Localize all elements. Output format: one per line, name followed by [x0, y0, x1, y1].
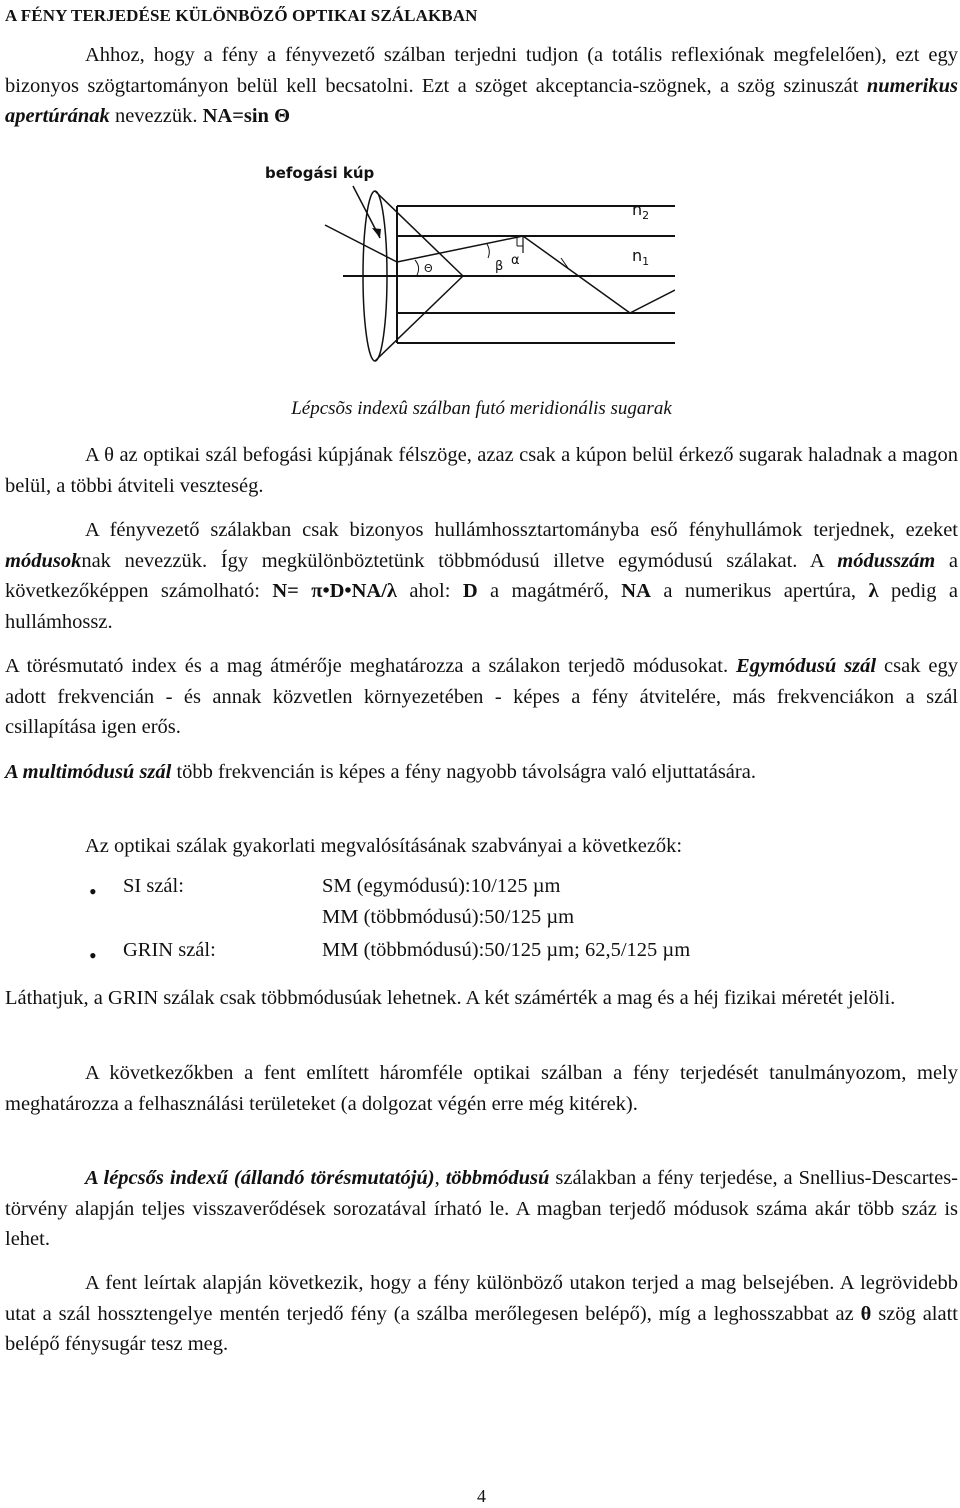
paragraph-theta: A θ az optikai szál befogási kúpjának félszöge, azaz csak a kúpon belül érkező sugarak haladnak a magon belül, a többi átviteli veszteség. [5, 444, 958, 497]
list-item [5, 906, 958, 937]
emphasis: többmódusú [445, 1167, 550, 1189]
text: A fényvezető szálakban csak bizonyos hullámhossztartományba eső fényhullámok terjednek, ezeket [85, 519, 958, 541]
text: A fent leírtak alapján következik, hogy a fény különböző utakon terjed a mag belsejében. A legrövidebb utat a szál hossztengelye mentén terjedő fény (a szálba merőlegesen belépő), míg a leghosszabbat az [5, 1272, 958, 1325]
bullet: • [89, 943, 97, 968]
symbol-lambda: λ [868, 580, 879, 602]
cone-edge-lower [375, 276, 463, 361]
list-item-label: SI szál: [123, 875, 184, 897]
n2-label [632, 200, 649, 222]
figure-caption: Lépcsõs indexû szálban futó meridionális sugarak [291, 398, 672, 419]
paragraph-study: A következőkben a fent említett háromféle optikai szálban a fény terjedését tanulmányozom, mely meghatározza a felhasználási területeket (a dolgozat végén erre még kitérek). [5, 1062, 958, 1115]
text: Ahhoz, hogy a fény a fényvezető szálban terjedni tudjon (a totális reflexiónak megfelelően), ezt egy bizonyos szögtartományon belül kell becsatolni. Ezt a szöget akceptancia-szögnek, a szög szinuszát [5, 44, 958, 97]
n2-subscript: 2 [642, 209, 650, 222]
standards-list [5, 875, 958, 970]
list-item-label: GRIN szál: [123, 939, 216, 961]
paragraph-modes [5, 515, 958, 637]
text: több frekvencián is képes a fény nagyobb távolságra való eljuttatására. [171, 761, 756, 783]
page-number: 4 [477, 1486, 486, 1506]
emphasis: numerikus apertúrának [5, 74, 958, 127]
formula-mode-count: N= π•D•NA/λ [272, 580, 397, 602]
list-item [5, 939, 958, 970]
text: , [434, 1167, 446, 1189]
paragraph-step-index [5, 1163, 958, 1255]
text: pedig a hullámhossz. [5, 580, 959, 633]
text: A törésmutató index és a mag átmérője meghatározza a szálakon terjedõ módusokat. [5, 655, 737, 677]
emphasis: módusszám [837, 549, 936, 572]
emphasis: A multimódusú szál [5, 761, 172, 783]
n1-subscript: 1 [642, 255, 650, 268]
n1-letter: n [632, 246, 643, 265]
paragraph-standards-intro: Az optikai szálak gyakorlati megvalósításának szabványai a következők: [85, 835, 683, 857]
formula-na: NA=sin Θ [202, 105, 291, 127]
emphasis: Egymódusú szál [736, 655, 877, 677]
beta-arc [487, 244, 489, 258]
arrowhead [372, 228, 381, 238]
text: a numerikus apertúra, [650, 580, 869, 602]
text: nak nevezzük. Így megkülönböztetünk többmódusú illetve egymódusú szálakat. A [81, 549, 838, 572]
list-item [5, 875, 958, 906]
text: ahol: [397, 580, 463, 602]
symbol-theta: θ [860, 1302, 872, 1325]
text: a magátmérő, [477, 580, 622, 602]
cone-label: befogási kúp [265, 164, 375, 182]
cone-edge-upper [375, 191, 463, 276]
emphasis: A lépcsős indexű (állandó törésmutatójú) [85, 1167, 435, 1189]
section-heading: A FÉNY TERJEDÉSE KÜLÖNBÖZŐ OPTIKAI SZÁLAKBAN [5, 6, 478, 25]
fiber-diagram [255, 158, 675, 373]
paragraph-grin-note: Láthatjuk, a GRIN szálak csak többmódusúak lehetnek. A két számérték a mag és a héj fizikai méretét jelöli. [5, 987, 896, 1009]
text: csak egy adott frekvencián - és annak közvetlen környezetében - képes a fény átvitelére, más frekvenciákon a szál csillapítása igen erős. [5, 655, 958, 738]
text: nevezzük. [109, 105, 203, 127]
symbol-na: NA [621, 580, 651, 602]
emphasis: módusok [5, 549, 82, 572]
n1-label [632, 246, 649, 268]
paragraph-single-mode [5, 651, 958, 743]
paragraph-path-length [5, 1268, 958, 1360]
list-item-value: SM (egymódusú):10/125 µm [322, 875, 561, 897]
list-item-value: MM (többmódusú):50/125 µm; 62,5/125 µm [322, 939, 691, 961]
paragraph-multimode [5, 757, 958, 788]
list-item-value: MM (többmódusú):50/125 µm [322, 905, 575, 928]
text: szög alatt belépő fénysugár tesz meg. [5, 1302, 958, 1355]
text: szálakban a fény terjedése, a Snellius-Descartes-törvény alapján teljes visszaverődések sorozatával írható le. A magban terjedő módusok száma akár több száz is lehet. [5, 1167, 958, 1250]
beta-label: β [495, 259, 504, 274]
text: a következőképpen számolható: [5, 549, 958, 602]
n2-letter: n [632, 200, 643, 219]
symbol-d: D [462, 580, 478, 602]
alpha-label: α [511, 253, 520, 268]
bullet: • [89, 879, 97, 904]
theta-arc [415, 260, 419, 275]
paragraph-intro [5, 40, 958, 132]
theta-label: Θ [424, 262, 433, 275]
